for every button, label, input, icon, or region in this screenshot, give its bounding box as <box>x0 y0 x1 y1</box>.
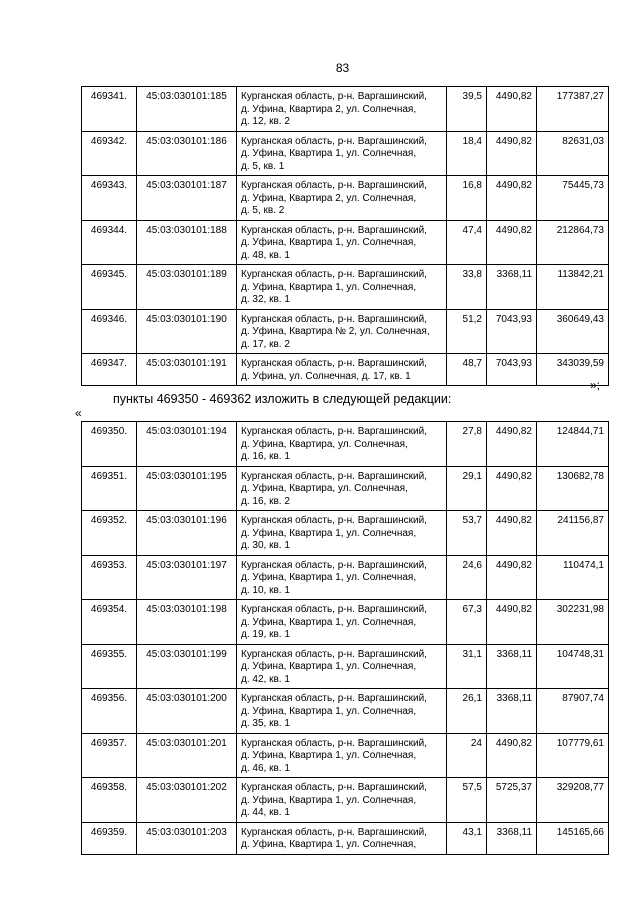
address-line: д. 42, кв. 1 <box>241 673 290 685</box>
address-line: д. Уфина, Квартира 1, ул. Солнечная, <box>241 616 417 628</box>
address-line: Курганская область, р-н. Варгашинский, <box>241 782 427 793</box>
cadastral-value-cell: 107779,61 <box>537 733 609 778</box>
cadastral-value-cell: 82631,03 <box>537 131 609 176</box>
rate-cell: 3368,11 <box>487 644 537 689</box>
address-cell <box>237 466 447 511</box>
address-line: д. 32, кв. 1 <box>241 294 290 305</box>
area-cell: 48,7 <box>447 354 487 386</box>
row-number-cell: 469353. <box>82 555 137 600</box>
address-line: д. Уфина, Квартира 1, ул. Солнечная, <box>241 661 417 672</box>
amendment-paragraph: пункты 469350 - 469362 изложить в следующей редакции: <box>113 392 452 406</box>
cadastral-value-cell: 241156,87 <box>537 511 609 556</box>
area-cell: 43,1 <box>447 822 487 854</box>
rate-cell: 3368,11 <box>487 265 537 310</box>
cadastral-number-cell: 45:03:030101:203 <box>137 822 237 854</box>
table-row <box>82 555 609 600</box>
cadastral-value-cell: 75445,73 <box>537 176 609 221</box>
row-number-cell: 469342. <box>82 131 137 176</box>
area-cell: 16,8 <box>447 176 487 221</box>
cadastral-value-cell: 177387,27 <box>537 87 609 132</box>
area-cell: 26,1 <box>447 689 487 734</box>
row-number-cell: 469356. <box>82 689 137 734</box>
address-cell <box>237 87 447 132</box>
address-line: д. 10, кв. 1 <box>241 584 290 596</box>
address-line: Курганская область, р-н. Варгашинский, <box>241 515 427 526</box>
row-number-cell: 469357. <box>82 733 137 778</box>
cadastral-value-cell: 212864,73 <box>537 220 609 265</box>
rate-cell: 4490,82 <box>487 422 537 467</box>
row-number-cell: 469354. <box>82 600 137 645</box>
rate-cell: 4490,82 <box>487 131 537 176</box>
rate-cell: 4490,82 <box>487 466 537 511</box>
address-line: д. 30, кв. 1 <box>241 540 290 551</box>
address-cell <box>237 220 447 265</box>
area-cell: 24 <box>447 733 487 778</box>
area-cell: 29,1 <box>447 466 487 511</box>
cadastral-number-cell: 45:03:030101:189 <box>137 265 237 310</box>
area-cell: 31,1 <box>447 644 487 689</box>
rate-cell: 7043,93 <box>487 309 537 354</box>
address-line: д. 16, кв. 2 <box>241 495 290 507</box>
area-cell: 27,8 <box>447 422 487 467</box>
cadastral-number-cell: 45:03:030101:199 <box>137 644 237 689</box>
address-line: Курганская область, р-н. Варгашинский, <box>241 559 427 571</box>
address-line: д. Уфина, Квартира 1, ул. Солнечная, <box>241 572 417 583</box>
row-number-cell: 469344. <box>82 220 137 265</box>
address-line: Курганская область, р-н. Варгашинский, <box>241 648 427 660</box>
cadastral-number-cell: 45:03:030101:185 <box>137 87 237 132</box>
table-row <box>82 422 609 467</box>
address-line: д. Уфина, Квартира 1, ул. Солнечная, <box>241 794 417 806</box>
address-line: Курганская область, р-н. Варгашинский, <box>241 426 427 437</box>
row-number-cell: 469346. <box>82 309 137 354</box>
cadastral-value-cell: 110474,1 <box>537 555 609 600</box>
address-cell <box>237 733 447 778</box>
rate-cell: 4490,82 <box>487 511 537 556</box>
table-row <box>82 511 609 556</box>
table-row <box>82 644 609 689</box>
address-cell <box>237 644 447 689</box>
cadastral-number-cell: 45:03:030101:190 <box>137 309 237 354</box>
address-line: д. Уфина, Квартира 1, ул. Солнечная, <box>241 839 417 850</box>
row-number-cell: 469341. <box>82 87 137 132</box>
table-row <box>82 87 609 132</box>
address-cell <box>237 555 447 600</box>
rate-cell: 4490,82 <box>487 600 537 645</box>
area-cell: 33,8 <box>447 265 487 310</box>
address-line: д. Уфина, Квартира, ул. Солнечная, <box>241 483 408 494</box>
area-cell: 47,4 <box>447 220 487 265</box>
table-row <box>82 689 609 734</box>
rate-cell: 4490,82 <box>487 555 537 600</box>
rate-cell: 5725,37 <box>487 778 537 823</box>
row-number-cell: 469359. <box>82 822 137 854</box>
rate-cell: 4490,82 <box>487 176 537 221</box>
cadastral-number-cell: 45:03:030101:188 <box>137 220 237 265</box>
cadastral-value-cell: 329208,77 <box>537 778 609 823</box>
cadastral-value-cell: 360649,43 <box>537 309 609 354</box>
cadastral-value-cell: 130682,78 <box>537 466 609 511</box>
row-number-cell: 469352. <box>82 511 137 556</box>
address-line: д. 5, кв. 2 <box>241 205 285 216</box>
address-line: Курганская область, р-н. Варгашинский, <box>241 135 427 147</box>
address-line: д. Уфина, Квартира 1, ул. Солнечная, <box>241 281 417 293</box>
table-row <box>82 220 609 265</box>
closing-quote: »; <box>590 378 601 392</box>
cadastral-value-cell: 124844,71 <box>537 422 609 467</box>
row-number-cell: 469355. <box>82 644 137 689</box>
page-number: 83 <box>335 61 350 75</box>
rate-cell: 4490,82 <box>487 733 537 778</box>
address-line: д. 35, кв. 1 <box>241 718 290 729</box>
address-line: д. 12, кв. 2 <box>241 116 290 127</box>
rate-cell: 7043,93 <box>487 354 537 386</box>
opening-quote: « <box>75 406 82 420</box>
address-line: Курганская область, р-н. Варгашинский, <box>241 358 427 369</box>
cadastral-number-cell: 45:03:030101:202 <box>137 778 237 823</box>
address-cell <box>237 265 447 310</box>
area-cell: 51,2 <box>447 309 487 354</box>
rate-cell: 4490,82 <box>487 220 537 265</box>
address-line: Курганская область, р-н. Варгашинский, <box>241 91 427 102</box>
address-line: д. 48, кв. 1 <box>241 249 290 261</box>
cadastral-number-cell: 45:03:030101:198 <box>137 600 237 645</box>
rate-cell: 3368,11 <box>487 822 537 854</box>
address-line: д. Уфина, Квартира 2, ул. Солнечная, <box>241 192 417 204</box>
address-line: д. 19, кв. 1 <box>241 629 290 640</box>
cadastral-number-cell: 45:03:030101:201 <box>137 733 237 778</box>
rate-cell: 4490,82 <box>487 87 537 132</box>
address-line: Курганская область, р-н. Варгашинский, <box>241 224 427 236</box>
table-row <box>82 466 609 511</box>
address-line: д. Уфина, Квартира 1, ул. Солнечная, <box>241 237 417 248</box>
table-row <box>82 309 609 354</box>
cadastral-number-cell: 45:03:030101:186 <box>137 131 237 176</box>
area-cell: 57,5 <box>447 778 487 823</box>
table-row <box>82 778 609 823</box>
cadastral-number-cell: 45:03:030101:196 <box>137 511 237 556</box>
table-row <box>82 354 609 386</box>
address-line: д. Уфина, Квартира 2, ул. Солнечная, <box>241 103 417 115</box>
address-line: Курганская область, р-н. Варгашинский, <box>241 269 427 280</box>
cadastral-value-cell: 113842,21 <box>537 265 609 310</box>
cadastral-number-cell: 45:03:030101:194 <box>137 422 237 467</box>
table-row <box>82 600 609 645</box>
area-cell: 67,3 <box>447 600 487 645</box>
address-cell <box>237 600 447 645</box>
address-cell <box>237 176 447 221</box>
address-cell <box>237 131 447 176</box>
cadastral-value-cell: 343039,59 <box>537 354 609 386</box>
address-line: д. Уфина, Квартира 1, ул. Солнечная, <box>241 705 417 717</box>
address-line: д. Уфина, Квартира № 2, ул. Солнечная, <box>241 326 430 337</box>
address-line: д. 5, кв. 1 <box>241 160 285 172</box>
registry-table-top <box>81 86 609 386</box>
cadastral-number-cell: 45:03:030101:191 <box>137 354 237 386</box>
address-line: Курганская область, р-н. Варгашинский, <box>241 180 427 191</box>
address-line: д. 17, кв. 2 <box>241 338 290 350</box>
table-row <box>82 822 609 854</box>
area-cell: 53,7 <box>447 511 487 556</box>
row-number-cell: 469350. <box>82 422 137 467</box>
row-number-cell: 469351. <box>82 466 137 511</box>
row-number-cell: 469345. <box>82 265 137 310</box>
address-line: д. Уфина, Квартира 1, ул. Солнечная, <box>241 527 417 539</box>
table-row <box>82 265 609 310</box>
cadastral-value-cell: 104748,31 <box>537 644 609 689</box>
address-line: д. Уфина, Квартира, ул. Солнечная, <box>241 438 408 450</box>
address-line: д. 46, кв. 1 <box>241 762 290 774</box>
table-row <box>82 733 609 778</box>
row-number-cell: 469347. <box>82 354 137 386</box>
area-cell: 18,4 <box>447 131 487 176</box>
address-cell <box>237 422 447 467</box>
address-line: Курганская область, р-н. Варгашинский, <box>241 826 427 838</box>
table-row <box>82 131 609 176</box>
row-number-cell: 469358. <box>82 778 137 823</box>
row-number-cell: 469343. <box>82 176 137 221</box>
address-cell <box>237 689 447 734</box>
area-cell: 24,6 <box>447 555 487 600</box>
cadastral-number-cell: 45:03:030101:200 <box>137 689 237 734</box>
address-line: д. Уфина, Квартира 1, ул. Солнечная, <box>241 750 417 761</box>
registry-table-bottom <box>81 421 609 855</box>
cadastral-number-cell: 45:03:030101:197 <box>137 555 237 600</box>
cadastral-value-cell: 87907,74 <box>537 689 609 734</box>
address-line: Курганская область, р-н. Варгашинский, <box>241 737 427 749</box>
address-line: Курганская область, р-н. Варгашинский, <box>241 693 427 704</box>
address-cell <box>237 354 447 386</box>
address-line: д. Уфина, Квартира 1, ул. Солнечная, <box>241 148 417 159</box>
cadastral-number-cell: 45:03:030101:195 <box>137 466 237 511</box>
address-cell <box>237 822 447 854</box>
address-line: Курганская область, р-н. Варгашинский, <box>241 604 427 615</box>
address-line: д. Уфина, ул. Солнечная, д. 17, кв. 1 <box>241 370 411 382</box>
address-cell <box>237 309 447 354</box>
address-line: д. 16, кв. 1 <box>241 451 290 462</box>
cadastral-value-cell: 302231,98 <box>537 600 609 645</box>
cadastral-number-cell: 45:03:030101:187 <box>137 176 237 221</box>
address-line: Курганская область, р-н. Варгашинский, <box>241 470 427 482</box>
address-cell <box>237 511 447 556</box>
cadastral-value-cell: 145165,66 <box>537 822 609 854</box>
address-line: Курганская область, р-н. Варгашинский, <box>241 313 427 325</box>
rate-cell: 3368,11 <box>487 689 537 734</box>
address-cell <box>237 778 447 823</box>
address-line: д. 44, кв. 1 <box>241 807 290 818</box>
area-cell: 39,5 <box>447 87 487 132</box>
table-row <box>82 176 609 221</box>
